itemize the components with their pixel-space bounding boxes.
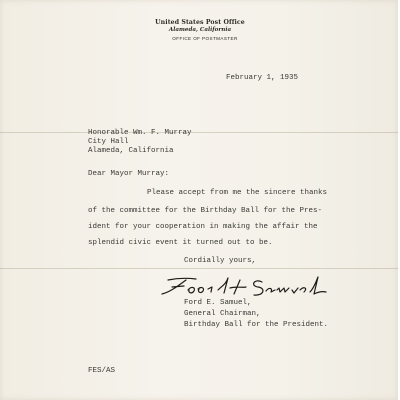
letter-date: February 1, 1935 — [226, 74, 299, 82]
recipient-address-1: City Hall — [88, 138, 129, 146]
letterhead-location: Alameda, California — [168, 27, 232, 33]
letterhead-office: OFFICE OF POSTMASTER — [172, 36, 238, 41]
signer-name: Ford E. Samuel, — [184, 299, 252, 307]
recipient-name: Honorable Wm. F. Murray — [88, 129, 192, 137]
body-line-3: ident for your cooperation in making the affair the — [88, 223, 318, 231]
body-line-1: Please accept from me the sincere thanks — [147, 189, 328, 197]
body-line-4: splendid civic event it turned out to be. — [88, 239, 273, 247]
salutation: Dear Mayor Murray: — [88, 170, 170, 178]
signer-title-1: General Chairman, — [184, 310, 261, 318]
body-line-2: of the committee for the Birthday Ball for the Pres- — [88, 207, 323, 215]
reference-initials: FES/AS — [88, 367, 116, 375]
handwritten-signature — [158, 274, 328, 300]
paper-fold-upper — [0, 132, 398, 133]
recipient-address-2: Alameda, California — [88, 147, 174, 155]
paper-fold-lower — [0, 268, 398, 269]
letterhead-title: United States Post Office — [155, 19, 245, 26]
closing: Cordially yours, — [184, 257, 257, 265]
signer-title-2: Birthday Ball for the President. — [184, 321, 329, 329]
